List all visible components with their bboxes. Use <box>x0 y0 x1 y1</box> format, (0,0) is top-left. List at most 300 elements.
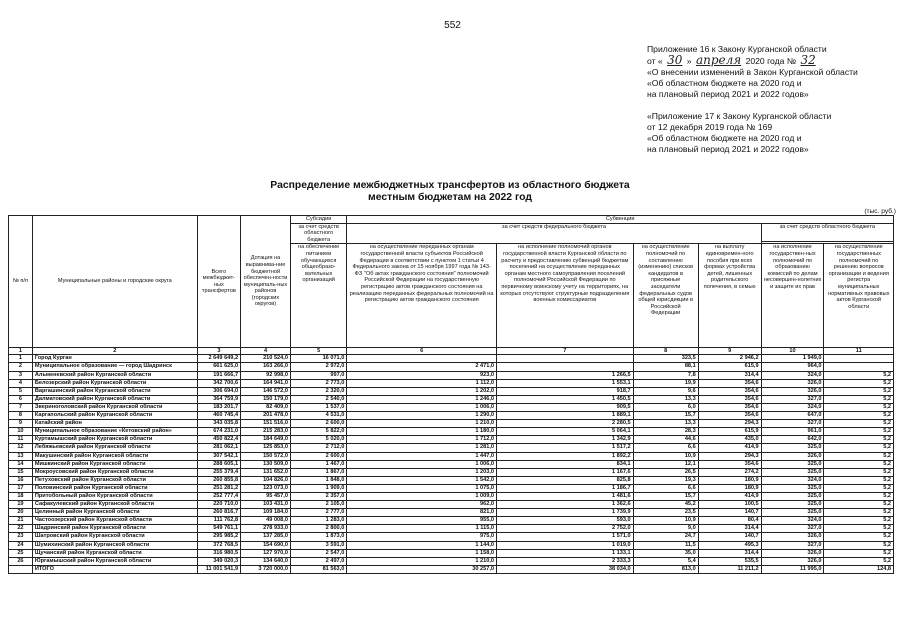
header-subsidies-regional: за счет средств областного бюджета <box>290 223 346 244</box>
table-cell: 21 <box>9 517 33 525</box>
district-name-cell: Юргамышский район Курганской области <box>32 557 197 565</box>
table-cell: 163 266,0 <box>241 363 291 371</box>
table-cell: 11 211,2 <box>698 565 761 573</box>
district-name-cell: Альменевский район Курганской области <box>32 371 197 379</box>
table-cell: 20 <box>9 509 33 517</box>
table-cell: 151 516,0 <box>241 420 291 428</box>
district-name-cell: Город Курган <box>32 355 197 363</box>
district-name-cell: Шумихинский район Курганской области <box>32 541 197 549</box>
table-cell: 278 933,0 <box>241 525 291 533</box>
table-cell: 343 035,8 <box>197 420 240 428</box>
table-cell: 661 625,0 <box>197 363 240 371</box>
table-cell: 450 822,4 <box>197 436 240 444</box>
table-cell: 13,3 <box>633 420 698 428</box>
table-cell: 961,0 <box>761 428 824 436</box>
district-name-cell: Половинский район Курганской области <box>32 484 197 492</box>
appendix-17-line2: от 12 декабря 2019 года № 169 <box>647 122 773 132</box>
table-cell: 16 071,0 <box>290 355 346 363</box>
table-cell: 2 972,0 <box>290 363 346 371</box>
table-cell: 180,9 <box>698 484 761 492</box>
table-cell: 260 855,8 <box>197 476 240 484</box>
table-cell: 5,4 <box>633 557 698 565</box>
table-cell: 5,2 <box>824 525 894 533</box>
table-cell: 1 210,0 <box>347 557 497 565</box>
district-name-cell: Катайский район <box>32 420 197 428</box>
handwritten-number: 32 <box>800 53 816 67</box>
table-cell: 2 <box>9 363 33 371</box>
table-cell: 325,0 <box>761 460 824 468</box>
table-cell: 1 246,0 <box>347 395 497 403</box>
table-cell: 19 <box>9 501 33 509</box>
table-cell: 35,0 <box>633 549 698 557</box>
table-cell: 274,2 <box>698 468 761 476</box>
table-cell: 4 531,0 <box>290 412 346 420</box>
table-cell: 3 591,0 <box>290 541 346 549</box>
table-cell: 1 481,6 <box>497 492 634 500</box>
table-cell: 201 478,0 <box>241 412 291 420</box>
table-cell: 5,2 <box>824 387 894 395</box>
table-cell: 962,0 <box>347 501 497 509</box>
header-col9: на выплату единовремен-ного пособия при всех формах устройства детей, лишенных родительского попечения, в семью <box>698 244 761 348</box>
table-cell <box>824 363 894 371</box>
table-cell: 1 006,0 <box>347 403 497 411</box>
table-row <box>9 525 894 533</box>
table-cell: 7,8 <box>633 371 698 379</box>
district-name-cell: Мокроусовский район Курганской области <box>32 468 197 476</box>
table-cell: 327,0 <box>761 525 824 533</box>
table-cell: 314,4 <box>698 549 761 557</box>
table-cell: 1 867,0 <box>290 468 346 476</box>
district-name-cell: Шадринский район Курганской области <box>32 525 197 533</box>
table-cell: 5,2 <box>824 452 894 460</box>
table-cell: 13,3 <box>633 395 698 403</box>
table-cell: 1 362,6 <box>497 501 634 509</box>
total-row <box>9 565 894 573</box>
table-cell: 18 <box>9 492 33 500</box>
table-cell: 45,2 <box>633 501 698 509</box>
table-row <box>9 468 894 476</box>
table-cell: 1 186,7 <box>497 484 634 492</box>
district-name-cell: Притобольный район Курганской области <box>32 492 197 500</box>
table-cell: 10,9 <box>633 517 698 525</box>
district-name-cell: Макушинский район Курганской области <box>32 452 197 460</box>
table-cell: 146 572,0 <box>241 387 291 395</box>
table-cell: 220 710,0 <box>197 501 240 509</box>
table-cell: 100,5 <box>698 501 761 509</box>
header-district: Муниципальные районы и городские округа <box>32 216 197 348</box>
table-cell: 997,0 <box>290 371 346 379</box>
table-cell: 354,6 <box>698 412 761 420</box>
table-cell: 2 946,2 <box>698 355 761 363</box>
header-dotation: Дотация на выравнива-ние бюджетной обеспечен-ности муниципаль-ных районов (городских округов) <box>241 216 291 348</box>
table-cell: 372 768,5 <box>197 541 240 549</box>
table-cell: 80,4 <box>698 517 761 525</box>
table-cell: 1 537,0 <box>290 403 346 411</box>
table-row <box>9 379 894 387</box>
table-cell: 435,0 <box>698 436 761 444</box>
table-cell: 615,9 <box>698 428 761 436</box>
table-cell: 9 <box>9 420 33 428</box>
table-cell: 1 909,0 <box>290 484 346 492</box>
table-cell: 326,0 <box>761 379 824 387</box>
table-cell: 12,1 <box>633 460 698 468</box>
table-cell: 354,6 <box>698 379 761 387</box>
table-cell: 2 547,0 <box>290 549 346 557</box>
table-cell: 923,0 <box>347 371 497 379</box>
table-row <box>9 355 894 363</box>
table-cell: 2 777,0 <box>290 509 346 517</box>
table-cell: 103 431,0 <box>241 501 291 509</box>
table-cell: 5,2 <box>824 501 894 509</box>
district-name-cell: Белозерский район Курганской области <box>32 379 197 387</box>
table-cell: 23 <box>9 533 33 541</box>
appendix-16-line3: «О внесении изменений в Закон Курганской области <box>647 67 858 77</box>
table-row <box>9 371 894 379</box>
table-cell: 6,6 <box>633 444 698 452</box>
table-row <box>9 476 894 484</box>
table-cell: 125 853,0 <box>241 444 291 452</box>
page-number: 552 <box>444 20 461 31</box>
table-cell: 460 745,4 <box>197 412 240 420</box>
table-cell: 6,6 <box>633 484 698 492</box>
table-cell: 288 605,1 <box>197 460 240 468</box>
table-cell: 1 712,0 <box>347 436 497 444</box>
table-cell: 324,0 <box>761 476 824 484</box>
table-cell: 4 <box>9 379 33 387</box>
table-cell: 414,9 <box>698 444 761 452</box>
table-cell: 5,2 <box>824 403 894 411</box>
header-subsidies: Субсидии <box>290 216 346 224</box>
table-row <box>9 387 894 395</box>
table-cell: 3 <box>9 371 33 379</box>
table-cell: 127 970,0 <box>241 549 291 557</box>
table-cell: 5,2 <box>824 557 894 565</box>
table-cell: 5 064,1 <box>497 428 634 436</box>
table-cell: 124,8 <box>824 565 894 573</box>
table-cell: 5,2 <box>824 541 894 549</box>
table-cell: 5,2 <box>824 412 894 420</box>
table-cell: 813,0 <box>633 565 698 573</box>
table-cell: 19,9 <box>633 379 698 387</box>
header-num: № п/п <box>9 216 33 348</box>
table-cell: 314,4 <box>698 371 761 379</box>
table-cell: 326,0 <box>761 557 824 565</box>
table-cell: 5,2 <box>824 492 894 500</box>
table-cell: 909,5 <box>497 403 634 411</box>
table-cell: 109 184,0 <box>241 509 291 517</box>
table-row <box>9 517 894 525</box>
table-row <box>9 436 894 444</box>
table-cell: 130 509,0 <box>241 460 291 468</box>
appendix-16-line5: на плановый период 2021 и 2022 годов» <box>647 89 809 99</box>
table-cell: 2 333,3 <box>497 557 634 565</box>
table-row <box>9 557 894 565</box>
table-cell: 2 600,0 <box>290 420 346 428</box>
table-cell: 1 542,0 <box>347 476 497 484</box>
table-cell: 5,2 <box>824 476 894 484</box>
table-row <box>9 492 894 500</box>
table-cell: 3 720 000,0 <box>241 565 291 573</box>
table-cell: 2 773,0 <box>290 379 346 387</box>
table-row <box>9 541 894 549</box>
table-cell <box>497 355 634 363</box>
appendix-17-line1: «Приложение 17 к Закону Курганской области <box>647 111 832 121</box>
table-cell: 183 201,7 <box>197 403 240 411</box>
table-cell: 294,3 <box>698 452 761 460</box>
table-cell: 49 008,0 <box>241 517 291 525</box>
table-cell: 1 075,0 <box>347 484 497 492</box>
table-row <box>9 444 894 452</box>
table-cell: 28,3 <box>633 428 698 436</box>
table-cell: 260 816,7 <box>197 509 240 517</box>
table-cell: 140,7 <box>698 533 761 541</box>
table-cell: 326,0 <box>761 533 824 541</box>
table-cell: 134 640,0 <box>241 557 291 565</box>
table-cell: 1 848,0 <box>290 476 346 484</box>
table-cell: 5,2 <box>824 549 894 557</box>
table-cell: 325,0 <box>761 468 824 476</box>
table-cell: 210 524,0 <box>241 355 291 363</box>
table-cell: 15,7 <box>633 492 698 500</box>
table-cell: 5,2 <box>824 509 894 517</box>
district-name-cell: Муниципальное образование — город Шадринск <box>32 363 197 371</box>
table-cell: 1 210,0 <box>347 420 497 428</box>
table-cell: 30 257,0 <box>347 565 497 573</box>
table-cell: 131 652,0 <box>241 468 291 476</box>
table-cell: 44,6 <box>633 436 698 444</box>
column-numbers-row: 1 2 3 4 5 6 7 8 9 10 11 <box>9 348 894 355</box>
table-cell: 95 457,0 <box>241 492 291 500</box>
header-col8: на осуществление полномочий по составлению (изменению) списков кандидатов в присяжные заседатели федеральных судов общей юрисдикции в Российской Федерации <box>633 244 698 348</box>
table-cell: 325,0 <box>761 509 824 517</box>
table-cell: 1 283,0 <box>290 517 346 525</box>
title-line2: местным бюджетам на 2022 год <box>368 192 532 203</box>
table-cell: 215 283,0 <box>241 428 291 436</box>
table-cell: 327,0 <box>761 541 824 549</box>
table-cell: 1 553,1 <box>497 379 634 387</box>
handwritten-month: апреля <box>695 53 742 67</box>
table-cell: 19,3 <box>633 476 698 484</box>
table-cell: 1 290,0 <box>347 412 497 420</box>
table-cell: 25 <box>9 549 33 557</box>
table-cell: 180,9 <box>698 476 761 484</box>
table-cell: 1 571,0 <box>497 533 634 541</box>
table-cell: 81 563,0 <box>290 565 346 573</box>
table-cell: 17 <box>9 484 33 492</box>
table-cell: 1 180,0 <box>347 428 497 436</box>
table-cell: 38 034,0 <box>497 565 634 573</box>
table-cell: 955,0 <box>347 517 497 525</box>
table-cell: 154 690,0 <box>241 541 291 549</box>
table-cell: 1 144,0 <box>347 541 497 549</box>
table-cell: 324,0 <box>761 371 824 379</box>
table-cell: 1 167,6 <box>497 468 634 476</box>
table-cell: 327,0 <box>761 395 824 403</box>
table-cell: 9,0 <box>633 525 698 533</box>
district-name-cell: Мишкинский район Курганской области <box>32 460 197 468</box>
table-cell: 2 752,0 <box>497 525 634 533</box>
table-cell: 5,2 <box>824 420 894 428</box>
table-cell: 1 281,0 <box>347 444 497 452</box>
table-cell: 23,5 <box>633 509 698 517</box>
district-name-cell: Звериноголовский район Курганской области <box>32 403 197 411</box>
district-name-cell: Шатровский район Курганской области <box>32 533 197 541</box>
table-cell: 5,2 <box>824 444 894 452</box>
district-name-cell: Муниципальное образование «Кетовский район» <box>32 428 197 436</box>
table-cell: 294,3 <box>698 420 761 428</box>
table-cell: 1 447,0 <box>347 452 497 460</box>
table-cell: 2 320,0 <box>290 387 346 395</box>
table-cell: 1 <box>9 355 33 363</box>
table-cell: 11,5 <box>633 541 698 549</box>
table-cell: 24 <box>9 541 33 549</box>
table-cell: 11 <box>9 436 33 444</box>
table-cell: 22 <box>9 525 33 533</box>
header-subventions-regional: за счет средств областного бюджета <box>761 223 893 242</box>
table-cell: 964,0 <box>761 363 824 371</box>
header-subventions-federal: за счет средств федерального бюджета <box>347 223 761 244</box>
appendix-16-line2: от « 30 » апреля 2020 года № 32 <box>647 53 816 67</box>
table-row <box>9 501 894 509</box>
table-cell: 164 941,0 <box>241 379 291 387</box>
appendix-16-line1: Приложение 16 к Закону Курганской области <box>647 44 827 54</box>
appendix-16-header <box>647 44 858 100</box>
header-col10: на исполнение государствен-ных полномочий по образованию комиссий по делам несовершен-нолетних и защите их прав <box>761 244 824 348</box>
document-title <box>190 180 710 204</box>
table-cell: 7 <box>9 403 33 411</box>
table-cell <box>824 355 894 363</box>
table-cell: 1 133,1 <box>497 549 634 557</box>
table-cell: 24,7 <box>633 533 698 541</box>
district-name-cell: ИТОГО <box>32 565 197 573</box>
table-cell: 8 <box>9 412 33 420</box>
table-cell: 821,0 <box>347 509 497 517</box>
table-cell: 5,2 <box>824 371 894 379</box>
table-cell: 5,2 <box>824 395 894 403</box>
table-cell: 5 822,0 <box>290 428 346 436</box>
table-cell: 150 572,0 <box>241 452 291 460</box>
table-cell: 324,0 <box>761 517 824 525</box>
appendix-17-header <box>647 111 831 155</box>
table-cell: 325,0 <box>761 444 824 452</box>
table-cell: 1 450,5 <box>497 395 634 403</box>
table-cell: 15 <box>9 468 33 476</box>
table-cell: 975,0 <box>347 533 497 541</box>
table-cell: 2 712,0 <box>290 444 346 452</box>
appendix-16-line4: «Об областном бюджете на 2020 год и <box>647 78 802 88</box>
table-cell: 354,6 <box>698 395 761 403</box>
table-row <box>9 452 894 460</box>
table-cell: 1 009,0 <box>347 492 497 500</box>
table-row <box>9 549 894 557</box>
table-cell: 252 777,4 <box>197 492 240 500</box>
table-cell: 323,5 <box>633 355 698 363</box>
table-cell: 326,0 <box>761 452 824 460</box>
table-cell: 2 471,0 <box>347 363 497 371</box>
table-cell: 251 281,2 <box>197 484 240 492</box>
table-row <box>9 428 894 436</box>
table-cell: 1 517,2 <box>497 444 634 452</box>
table-cell: 191 666,7 <box>197 371 240 379</box>
header-col7: на исполнение полномочий органов государственной власти Курганской области по расчету и предоставлению субвенций бюджетам поселений на осуществление переданных органам местного самоуправления поселений полномочий Российской Федерации по первичному воинскому учету на территориях, на которых отсутствуют структурные подразделения военных комиссариатов <box>497 244 634 348</box>
table-cell: 5,2 <box>824 460 894 468</box>
table-cell: 325,0 <box>761 501 824 509</box>
table-cell: 5 <box>9 387 33 395</box>
header-subventions: Субвенции <box>347 216 894 224</box>
table-cell: 1 203,0 <box>347 468 497 476</box>
district-name-cell: Лебяжьевский район Курганской области <box>32 444 197 452</box>
table-cell: 642,0 <box>761 436 824 444</box>
district-name-cell: Варгашинский район Курганской области <box>32 387 197 395</box>
district-name-cell: Целинный район Курганской области <box>32 509 197 517</box>
appendix-17-line3: «Об областном бюджете на 2020 год и <box>647 133 802 143</box>
table-cell: 549 761,1 <box>197 525 240 533</box>
table-cell: 307 542,1 <box>197 452 240 460</box>
table-cell: 5,2 <box>824 517 894 525</box>
table-cell: 324,0 <box>761 403 824 411</box>
table-cell: 1 892,2 <box>497 452 634 460</box>
header-col5: на обеспечение питанием обучающихся общеобразо-вательных организаций <box>290 244 346 348</box>
table-cell: 6 <box>9 395 33 403</box>
table-cell: 104 826,0 <box>241 476 291 484</box>
table-cell: 2 649 649,2 <box>197 355 240 363</box>
header-total: Всего межбюджет-ных трансфертов <box>197 216 240 348</box>
table-cell: 5 020,0 <box>290 436 346 444</box>
table-cell: 5,2 <box>824 379 894 387</box>
district-name-cell: Куртамышский район Курганской области <box>32 436 197 444</box>
table-cell: 2 280,5 <box>497 420 634 428</box>
table-cell: 1 112,0 <box>347 379 497 387</box>
table-cell: 325,0 <box>761 484 824 492</box>
table-cell: 140,7 <box>698 509 761 517</box>
table-cell: 316 980,5 <box>197 549 240 557</box>
district-name-cell: Сафакулевский район Курганской области <box>32 501 197 509</box>
table-cell: 2 105,0 <box>290 501 346 509</box>
table-cell: 2 540,0 <box>290 395 346 403</box>
table-cell <box>347 355 497 363</box>
table-cell: 306 694,0 <box>197 387 240 395</box>
table-cell: 295 985,2 <box>197 533 240 541</box>
table-row <box>9 395 894 403</box>
table-cell: 354,6 <box>698 460 761 468</box>
table-cell: 325,0 <box>761 492 824 500</box>
table-row <box>9 533 894 541</box>
table-cell: 10,9 <box>633 452 698 460</box>
table-cell: 5,2 <box>824 533 894 541</box>
table-cell: 314,4 <box>698 525 761 533</box>
header-col6: на осуществление переданных органам государственной власти субъектов Российской Федерации в соответствии с пунктом 1 статьи 4 Федерального закона от 15 ноября 1997 года № 143-ФЗ "Об актах гражданского состояния" полномочий Российской Федерации на государственную регистрацию актов гражданского состояния на реализацию переданных федеральных полномочий на регистрацию актов гражданского состояния <box>347 244 497 348</box>
table-cell: 281 062,1 <box>197 444 240 452</box>
table-row <box>9 484 894 492</box>
table-cell: 825,8 <box>497 476 634 484</box>
title-line1: Распределение межбюджетных трансфертов из областного бюджета <box>270 180 630 191</box>
table-row <box>9 460 894 468</box>
table-cell: 184 649,0 <box>241 436 291 444</box>
table-cell: 326,0 <box>761 549 824 557</box>
appendix-17-line4: на плановый период 2021 и 2022 годов» <box>647 144 809 154</box>
table-cell: 414,9 <box>698 492 761 500</box>
table-cell: 326,0 <box>761 387 824 395</box>
table-cell: 13 <box>9 452 33 460</box>
table-cell: 1 739,9 <box>497 509 634 517</box>
table-cell: 1 889,1 <box>497 412 634 420</box>
table-cell: 123 073,0 <box>241 484 291 492</box>
table-cell: 1 019,0 <box>497 541 634 549</box>
table-cell: 354,6 <box>698 387 761 395</box>
table-cell: 26 <box>9 557 33 565</box>
table-cell: 9,6 <box>633 387 698 395</box>
table-cell: 150 179,0 <box>241 395 291 403</box>
